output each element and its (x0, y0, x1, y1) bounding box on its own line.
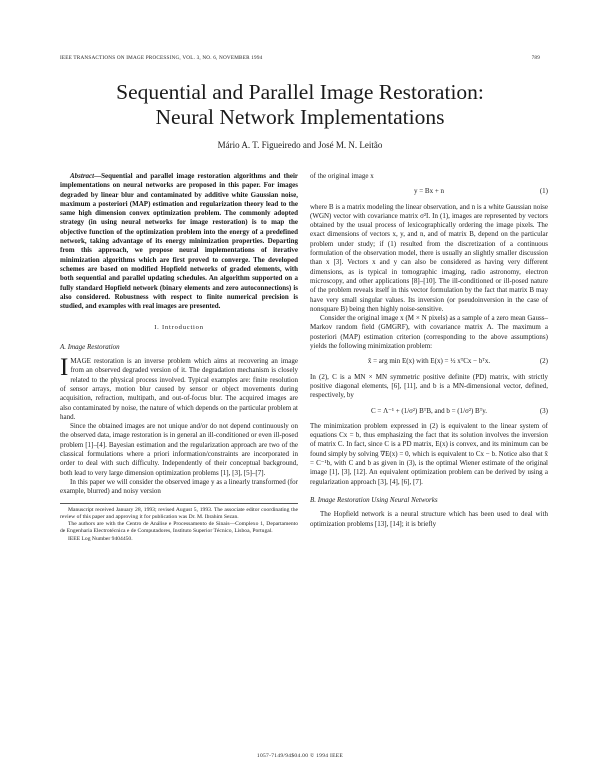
equation-3-number: (3) (539, 406, 548, 415)
equation-2-body: x̂ = arg min E(x) with E(x) = ½ xᵀCx − bᵀx. (367, 357, 491, 366)
intro-paragraph-1 (60, 354, 298, 422)
equation-3 (310, 407, 548, 416)
intro-paragraph-3: In this paper we will consider the observed image y as a linearly transformed (for example, blurred) and noisy version (60, 477, 298, 496)
right-paragraph-6: The Hopfield network is a neural structure which has been used to deal with optimization problems [13], [14]; it is briefly (310, 510, 548, 528)
footnotes (60, 503, 298, 543)
abstract (60, 172, 298, 311)
running-header (60, 55, 540, 61)
title-line-1: Sequential and Parallel Image Restoration: (116, 80, 484, 104)
right-paragraph-4: In (2), C is a MN × MN symmetric positive definite (PD) matrix, with strictly positive diagonal elements, [6], [11], and b is a MN-dimensional vector, defined, respectively, by (310, 372, 548, 400)
footnote-manuscript: Manuscript received January 28, 1993; revised August 5, 1993. The associate editor coordinating the review of this paper and approving it for publication was Dr. M. Ibrahim Sezan. (60, 506, 298, 520)
equation-1-number: (1) (539, 187, 548, 196)
right-paragraph-2: where B is a matrix modeling the linear observation, and n is a white Gaussian noise (WGN) vector with covariance matrix σ²I. In (1), images are represented by vectors obtained by the usual process of lexicographically ordering the image pixels. The exact dimensions of vectors x, y, and n, and of matrix B, depend on the particular problem under study; if (1) resulted from the discretization of a continuous formulation of the observation model, there is usually an slightly smaller discussion than x [3]. Vectors x and y can also be considered as having very different dimensions, as is typical in tomographic imaging, radio astronomy, electron microscopy, and other applications [8]–[10]. The ill-conditioned or ill-posed nature of the problem reveals itself in this vector formulation by the fact that matrix B may have very small singular values. Its inversion (or pseudoinversion in the case of nonsquare B) being then highly noise-sensitive. (310, 202, 548, 313)
equation-2 (310, 357, 548, 366)
right-paragraph-1: of the original image x (310, 172, 374, 180)
intro-paragraph-2: Since the obtained images are not unique and/or do not depend continuously on the observed data, image restoration is in general an ill-conditioned or even ill-posed problem [1]–[4]. Bayesian estimation and the regularization approach are two of the classical formulations where a priori information/constraints are incorporated in order to deal with such difficulty. Independently of their conceptual background, both lead to very large dimension optimization problems [1], [3], [5]–[7]. (60, 422, 298, 477)
paper-title (0, 80, 600, 130)
page-number: 789 (531, 55, 540, 61)
copyright-footer: 1057-7149/94$04.00 © 1994 IEEE (256, 753, 344, 759)
equation-1-body: y = Bx + n (413, 187, 445, 196)
abstract-label: Abstract (70, 172, 95, 180)
journal-name: IEEE TRANSACTIONS ON IMAGE PROCESSING, VOL. 3, NO. 6, NOVEMBER 1994 (60, 55, 263, 61)
footnote-log-number: IEEE Log Number 9404450. (68, 535, 133, 542)
abstract-text: —Sequential and parallel image restoration algorithms and their implementations on neural networks are proposed in this paper. For images degraded by linear blur and contaminated by additive white Gaussian noise, maximum a posteriori (MAP) estimation and regularization theory lead to the same high dimension convex optimization problem. The commonly adopted strategy (in using neural networks for image restoration) is to map the objective function of the optimization problem into the energy of a predefined network, taking advantage of its energy minimization properties. Departing from this approach, we propose neural implementations of iterative minimization algorithms which are first proved to converge. The developed schemes are based on modified Hopfield networks of graded elements, with both sequential and parallel updating schedules. An algorithm supported on a fully standard Hopfield network (binary elements and zero autoconnections) is also considered. Robustness with respect to finite numerical precision is studied, and examples with real images are presented. (60, 172, 298, 311)
right-column (310, 172, 548, 529)
right-paragraph-5: The minimization problem expressed in (2) is equivalent to the linear system of equations Cx = b, thus emphasizing the fact that its solution involves the inversion of matrix C. In fact, since C is a PD matrix, E(x) is convex, and its minimum can be found simply by solving ∇E(x) = 0, which is equivalent to Cx − b. Notice also that x̂ = C⁻¹b, with C and b as given in (3), is the optimal Wiener estimate of the original image [1], [3], [12]. An equivalent optimization problem can be derived by using a regularization approach [3], [4], [6], [7]. (310, 421, 548, 486)
equation-3-body: C = Λ⁻¹ + (1/σ²) BᵀB, and b = (1/σ²) Bᵀy. (370, 406, 488, 415)
title-line-2: Neural Network Implementations (155, 105, 445, 129)
left-column (60, 172, 298, 543)
intro-paragraph-1-text: MAGE restoration is an inverse problem which aims at recovering an image from an observed degraded version of it. The degradation mechanism is closely related to the physical process involved. Typical examples are: finite resolution of sensor arrays, motion blur caused by sensor or object movements during acquisition, refraction, multipath, and out-of-focus blur. The acquired images are also contaminated by noise, the nature of which depends on the particular problem at hand. (60, 357, 298, 421)
drop-cap: I (60, 354, 69, 382)
subsection-heading-a: A. Image Restoration (60, 342, 120, 351)
equation-1 (310, 187, 548, 196)
section-heading: I. Introduction (154, 324, 204, 332)
footnote-affiliation: The authors are with the Centro de Análise e Processamento de Sinais—Complexo 1, Departamento de Engenharia Electrotécnica e de Computadores, Instituto Superior Técnico, Lisboa, Portugal. (60, 521, 298, 535)
authors: Mário A. T. Figueiredo and José M. N. Leitão (217, 140, 383, 150)
equation-2-number: (2) (539, 357, 548, 366)
subsection-heading-b: B. Image Restoration Using Neural Networks (310, 495, 438, 504)
right-paragraph-3: Consider the original image x (M × N pixels) as a sample of a zero mean Gauss–Markov random field (GMGRF), with covariance matrix Λ. The maximum a posteriori (MAP) estimation criterion (corresponding to the above assumptions) yields the following minimization problem: (310, 314, 548, 351)
